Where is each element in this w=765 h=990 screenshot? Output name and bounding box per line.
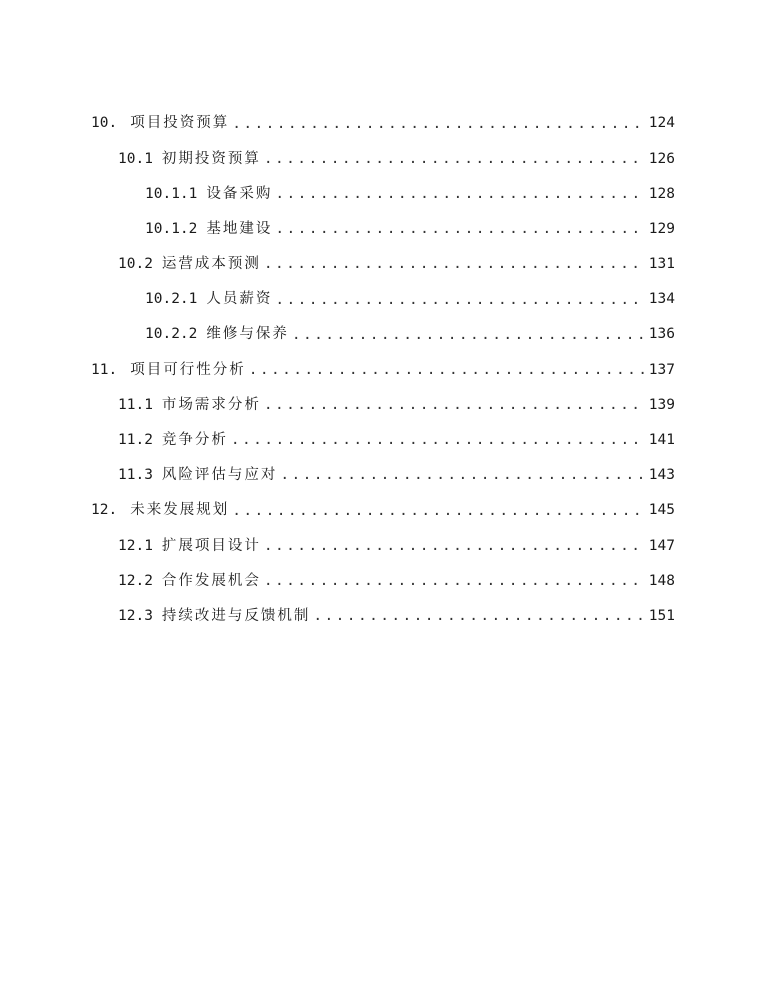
toc-dot-leader [275, 221, 643, 237]
toc-entry-number: 12. [91, 502, 118, 519]
toc-dot-leader [264, 573, 643, 589]
toc-entry-number: 10.2.2 [145, 326, 198, 343]
toc-dot-leader [313, 608, 643, 624]
toc-entry-number: 10.2 [118, 256, 153, 273]
toc-dot-leader [280, 467, 643, 483]
toc-entry-title: 合作发展机会 [161, 572, 261, 589]
toc-dot-leader [249, 362, 645, 378]
toc-entry-12-3[interactable] [0, 599, 765, 634]
toc-dot-leader [292, 327, 643, 343]
toc-entry-number: 12.3 [118, 607, 153, 624]
toc-entry-number: 11.1 [118, 396, 153, 413]
toc-entry-number: 11.2 [118, 432, 153, 449]
toc-entry-page: 136 [648, 326, 675, 343]
toc-entry-12[interactable] [0, 493, 765, 528]
toc-entry-title: 竞争分析 [161, 432, 228, 449]
toc-entry-page: 147 [648, 537, 675, 554]
toc-entry-10-2-2[interactable] [0, 317, 765, 352]
toc-entry-title: 初期投资预算 [161, 150, 261, 167]
toc-entry-number: 10.1.1 [145, 185, 198, 202]
toc-entry-page: 134 [648, 291, 675, 308]
toc-entry-number: 12.1 [118, 537, 153, 554]
toc-entry-number: 10.2.1 [145, 291, 198, 308]
toc-dot-leader [264, 151, 643, 167]
toc-entry-10-2-1[interactable] [0, 282, 765, 317]
toc-entry-page: 148 [648, 572, 675, 589]
toc-dot-leader [275, 186, 643, 202]
toc-entry-11[interactable] [0, 352, 765, 387]
toc-entry-page: 145 [648, 502, 675, 519]
toc-entry-title: 风险评估与应对 [161, 467, 278, 484]
table-of-contents [0, 106, 765, 634]
toc-dot-leader [264, 256, 643, 272]
toc-entry-title: 人员薪资 [206, 291, 273, 308]
toc-dot-leader [264, 538, 643, 554]
toc-entry-page: 129 [648, 220, 675, 237]
toc-entry-page: 124 [648, 115, 675, 132]
toc-entry-10-1-2[interactable] [0, 212, 765, 247]
toc-entry-number: 10. [91, 115, 118, 132]
toc-entry-10-2[interactable] [0, 247, 765, 282]
toc-entry-page: 141 [648, 432, 675, 449]
toc-entry-number: 12.2 [118, 572, 153, 589]
toc-entry-11-1[interactable] [0, 388, 765, 423]
toc-entry-10[interactable] [0, 106, 765, 141]
toc-entry-number: 11.3 [118, 467, 153, 484]
toc-entry-12-1[interactable] [0, 528, 765, 563]
toc-entry-page: 137 [648, 361, 675, 378]
toc-entry-page: 139 [648, 396, 675, 413]
toc-entry-title: 扩展项目设计 [161, 537, 261, 554]
toc-entry-title: 设备采购 [206, 185, 273, 202]
toc-entry-title: 项目投资预算 [130, 115, 230, 132]
toc-entry-title: 维修与保养 [206, 326, 289, 343]
toc-entry-10-1-1[interactable] [0, 176, 765, 211]
toc-entry-number: 10.1.2 [145, 220, 198, 237]
toc-entry-page: 143 [648, 467, 675, 484]
toc-entry-title: 项目可行性分析 [130, 361, 246, 378]
toc-entry-page: 126 [648, 150, 675, 167]
toc-dot-leader [264, 397, 643, 413]
toc-entry-12-2[interactable] [0, 563, 765, 598]
toc-entry-number: 10.1 [118, 150, 153, 167]
toc-entry-11-3[interactable] [0, 458, 765, 493]
toc-entry-title: 基地建设 [206, 220, 273, 237]
toc-dot-leader [231, 432, 643, 448]
toc-entry-page: 151 [648, 607, 675, 624]
toc-dot-leader [275, 292, 643, 308]
toc-entry-number: 11. [91, 361, 118, 378]
toc-entry-title: 持续改进与反馈机制 [161, 607, 311, 624]
toc-entry-10-1[interactable] [0, 141, 765, 176]
toc-entry-title: 未来发展规划 [130, 502, 230, 519]
toc-entry-page: 131 [648, 256, 675, 273]
toc-dot-leader [232, 503, 645, 519]
toc-entry-page: 128 [648, 185, 675, 202]
toc-entry-11-2[interactable] [0, 423, 765, 458]
toc-entry-title: 运营成本预测 [161, 256, 261, 273]
toc-entry-title: 市场需求分析 [161, 396, 261, 413]
toc-dot-leader [232, 116, 645, 132]
